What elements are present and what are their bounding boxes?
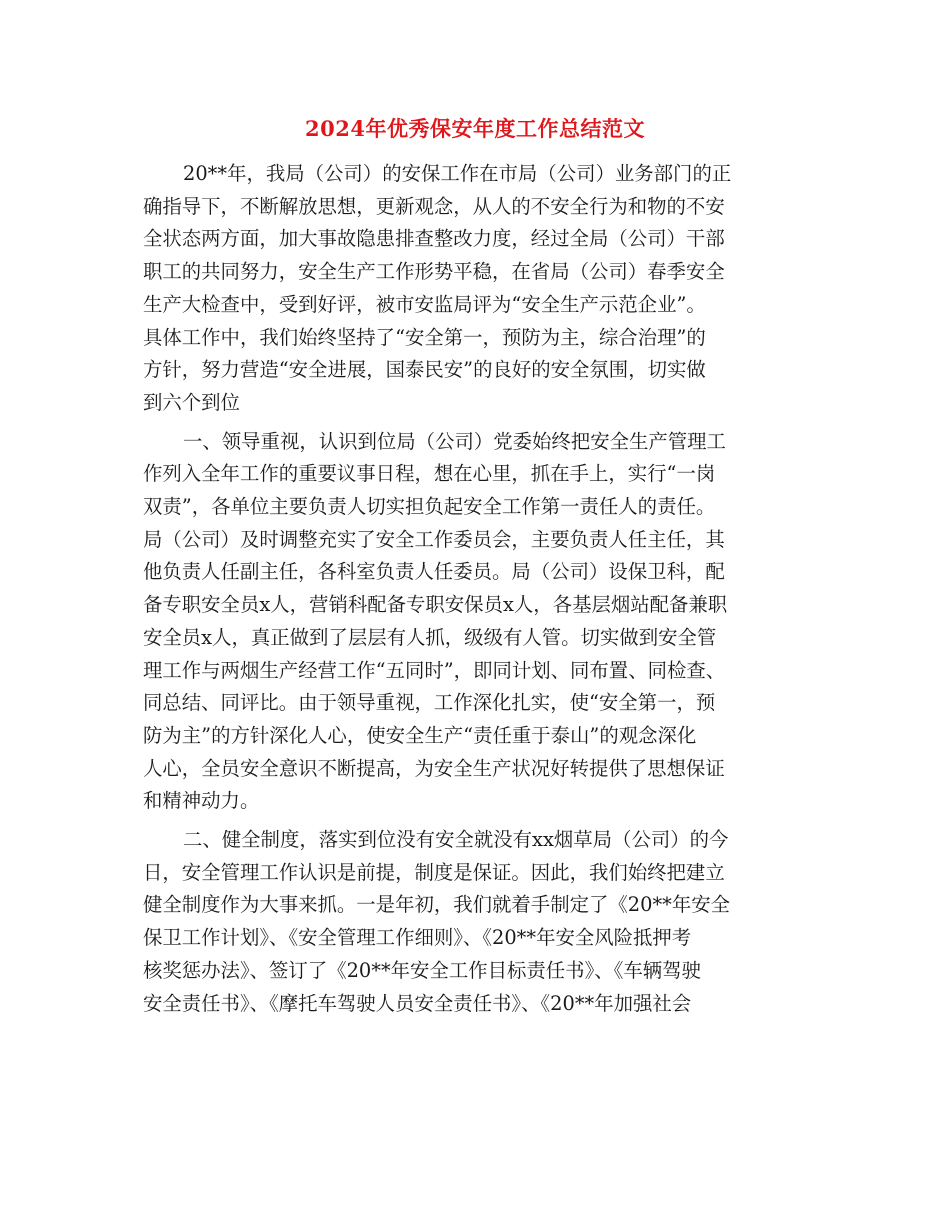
- text-line: 确指导下，不断解放思想，更新观念，从人的不安全行为和物的不安: [143, 194, 725, 218]
- text-line: 全状态两方面，加大事故隐患排查整改力度，经过全局（公司）干部: [143, 227, 725, 251]
- document-body: [143, 158, 803, 1020]
- text-line: 具体工作中，我们始终坚持了“安全第一，预防为主，综合治理”的: [143, 325, 706, 349]
- text-line: 20**年，我局（公司）的安保工作在市局（公司）业务部门的正: [183, 162, 732, 185]
- text-line: 局（公司）及时调整充实了安全工作委员会，主要负责人任主任，其: [143, 527, 725, 551]
- paragraph-intro: [143, 158, 803, 420]
- text-line: 双责”，各单位主要负责人切实担负起安全工作第一责任人的责任。: [143, 495, 716, 519]
- text-line: 理工作与两烟生产经营工作“五同时”，即同计划、同布置、同检查、: [143, 658, 726, 682]
- text-line: 安全责任书》、《摩托车驾驶人员安全责任书》、《20**年加强社会: [143, 991, 692, 1015]
- text-line: 核奖惩办法》、签订了《20**年安全工作目标责任书》、《车辆驾驶: [143, 958, 701, 982]
- text-line: 职工的共同努力，安全生产工作形势平稳，在省局（公司）春季安全: [143, 260, 725, 284]
- text-line: 日，安全管理工作认识是前提，制度是保证。因此，我们始终把建立: [143, 860, 725, 884]
- text-line: 方针，努力营造“安全进展，国泰民安”的良好的安全氛围，切实做: [143, 358, 706, 382]
- text-line: 安全员x人，真正做到了层层有人抓，级级有人管。切实做到安全管: [143, 625, 717, 649]
- text-line: 一、领导重视，认识到位局（公司）党委始终把安全生产管理工: [183, 429, 726, 453]
- text-line: 保卫工作计划》、《安全管理工作细则》、《20**年安全风险抵押考: [143, 926, 692, 950]
- document-title: 2024年优秀保安年度工作总结范文: [305, 116, 645, 141]
- text-line: 到六个到位: [143, 390, 240, 414]
- text-line: 和精神动力。: [143, 789, 260, 813]
- text-line: 作列入全年工作的重要议事日程，想在心里，抓在手上，实行“一岗: [143, 462, 716, 486]
- text-line: 他负责人任副主任，各科室负责人任委员。局（公司）设保卫科，配: [143, 560, 725, 584]
- text-line: 备专职安全员x人，营销科配备专职安保员x人，各基层烟站配备兼职: [143, 593, 728, 617]
- paragraph-section-2: [143, 824, 803, 1020]
- text-line: 同总结、同评比。由于领导重视，工作深化扎实，使“安全第一，预: [143, 691, 716, 715]
- text-line: 人心，全员安全意识不断提高，为安全生产状况好转提供了思想保证: [143, 756, 725, 780]
- text-line: 防为主”的方针深化人心，使安全生产“责任重于泰山”的观念深化: [143, 723, 697, 747]
- text-line: 二、健全制度，落实到位没有安全就没有xx烟草局（公司）的今: [183, 828, 729, 852]
- text-line: 生产大检查中，受到好评，被市安监局评为“安全生产示范企业”。: [143, 292, 706, 316]
- paragraph-section-1: [143, 426, 803, 818]
- text-line: 健全制度作为大事来抓。一是年初，我们就着手制定了《20**年安全: [143, 893, 731, 917]
